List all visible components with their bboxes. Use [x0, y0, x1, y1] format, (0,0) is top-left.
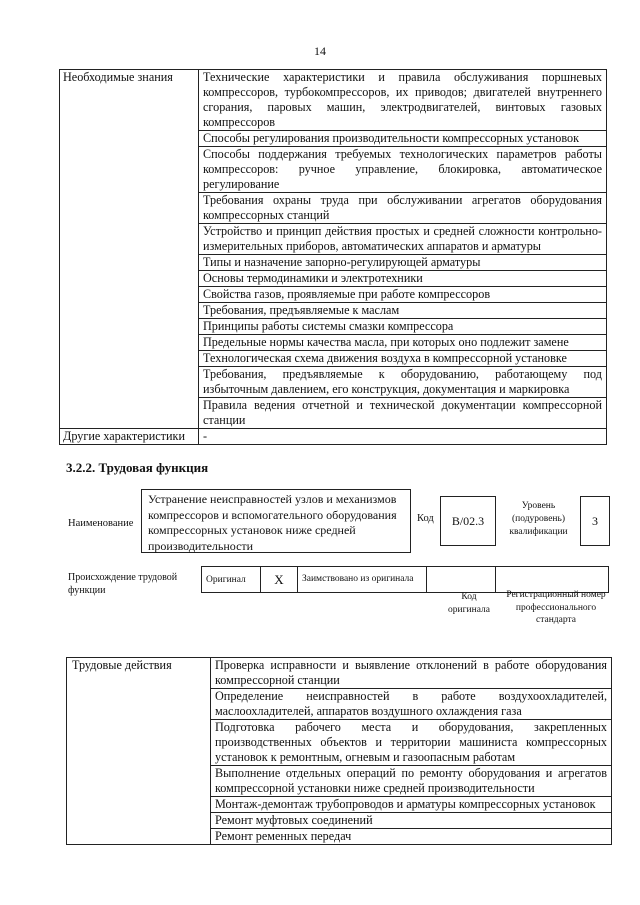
table-row — [60, 429, 607, 445]
code-box: B/02.3 — [440, 496, 496, 546]
knowledge-item: Принципы работы системы смазки компрессора — [199, 319, 607, 335]
action-item: Проверка исправности и выявление отклонений в работе оборудования компрессорной станции — [211, 658, 612, 689]
action-item: Ремонт ременных передач — [211, 829, 612, 845]
knowledge-item: Способы регулирования производительности компрессорных установок — [199, 131, 607, 147]
table-row — [67, 658, 612, 689]
knowledge-item: Способы поддержания требуемых технологических параметров работы компрессоров: ручное управление, блокировка, автоматическое регулирование — [199, 147, 607, 193]
page-number: 14 — [314, 44, 326, 58]
origin-label: Происхождение трудовой функции — [68, 572, 178, 596]
actions-table — [66, 657, 612, 845]
actions-label: Трудовые действия — [67, 658, 211, 845]
name-label: Наименование — [68, 518, 134, 529]
knowledge-item: Типы и назначение запорно-регулирующей арматуры — [199, 255, 607, 271]
borrowed-cell: Заимствовано из оригинала — [298, 567, 427, 593]
table-row — [60, 70, 607, 131]
section-heading: 3.2.2. Трудовая функция — [66, 460, 209, 475]
knowledge-item: Требования, предъявляемые к маслам — [199, 303, 607, 319]
code-original-label: Код оригинала — [448, 592, 490, 615]
other-characteristics-label: Другие характеристики — [60, 429, 199, 445]
other-characteristics-value: - — [199, 429, 607, 445]
knowledge-table — [59, 69, 607, 445]
action-item: Подготовка рабочего места и оборудования, закрепленных производственных объектов и территории машиниста компрессорных установок к ремонтным, огневым и газоопасным работам — [211, 720, 612, 766]
reg-number-label: Регистрационный номер профессионального стандарта — [506, 590, 606, 625]
knowledge-item: Свойства газов, проявляемые при работе компрессоров — [199, 287, 607, 303]
action-item: Монтаж-демонтаж трубопроводов и арматуры компрессорных установок — [211, 797, 612, 813]
qualification-level-label: Уровень (подуровень) квалификации — [509, 501, 568, 537]
code-original-cell — [427, 567, 496, 593]
code-label: Код — [417, 513, 434, 524]
knowledge-item: Требования, предъявляемые к оборудованию, работающему под избыточным давлением, его конструкция, документация и маркировка — [199, 367, 607, 398]
knowledge-item: Технические характеристики и правила обслуживания поршневых компрессоров, турбокомпрессоров, их приводов; двигателей внутреннего сгорания, паровых машин, электродвигателей, винтовых газовых компрессоров — [199, 70, 607, 131]
knowledge-label: Необходимые знания — [60, 70, 199, 429]
action-item: Определение неисправностей в работе воздухоохладителей, маслоохладителей, аппаратов воздушного охлаждения газа — [211, 689, 612, 720]
knowledge-item: Основы термодинамики и электротехники — [199, 271, 607, 287]
knowledge-item: Правила ведения отчетной и технической документации компрессорной станции — [199, 398, 607, 429]
function-name-box: Устранение неисправностей узлов и механизмов компрессоров и вспомогательного оборудования компрессорных установок ниже средней производительности — [141, 489, 411, 553]
action-item: Выполнение отдельных операций по ремонту оборудования и агрегатов компрессорной установки ниже средней производительности — [211, 766, 612, 797]
knowledge-item: Устройство и принцип действия простых и средней сложности контрольно-измерительных приборов, автоматических аппаратов и арматуры — [199, 224, 607, 255]
qualification-level-box: 3 — [580, 496, 610, 546]
original-mark: X — [261, 567, 298, 593]
original-cell: Оригинал — [202, 567, 261, 593]
knowledge-item: Предельные нормы качества масла, при которых оно подлежит замене — [199, 335, 607, 351]
action-item: Ремонт муфтовых соединений — [211, 813, 612, 829]
knowledge-item: Технологическая схема движения воздуха в компрессорной установке — [199, 351, 607, 367]
knowledge-item: Требования охраны труда при обслуживании агрегатов оборудования компрессорных станций — [199, 193, 607, 224]
